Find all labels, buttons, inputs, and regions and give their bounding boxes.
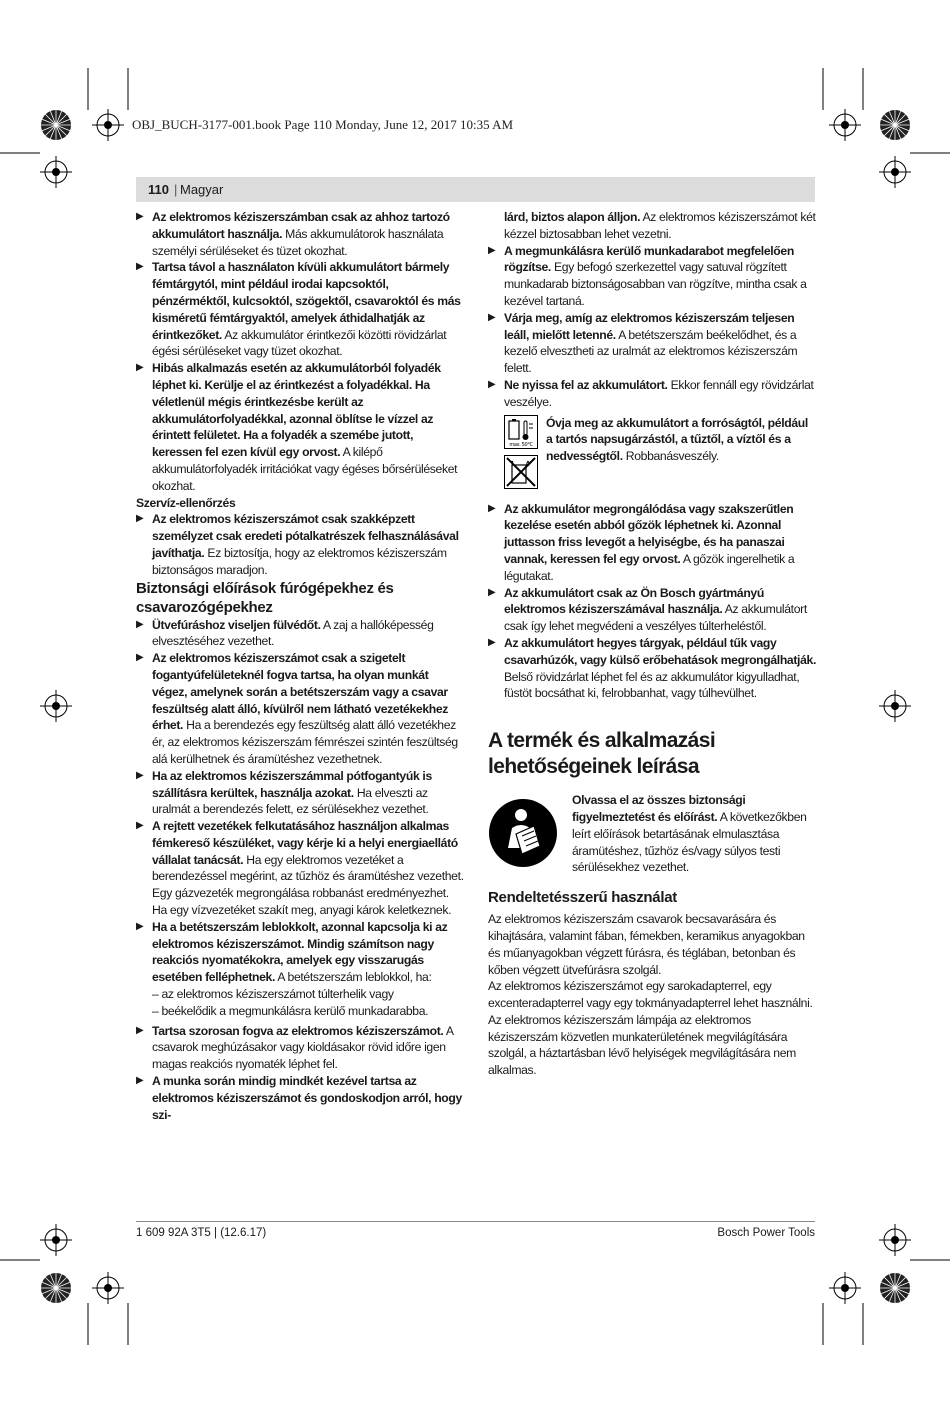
list-item: ▶ Tartsa távol a használaton kívüli akkumulátort bármely fémtárgytól, mint például irodai kapcsoktól, pénzérméktől, kulcsoktól, szögektől, csavaroktól és más kisméretű fémtárgyaktól, amelyek áthidalhatják az érintkezőket. Az akkumulátor érintkezői közötti rövidzárlat égési sérüléseket vagy tüzet okozhat. [136, 260, 461, 359]
bullet-arrow-icon: ▶ [136, 820, 144, 832]
bullet-arrow-icon: ▶ [488, 244, 496, 256]
paragraph: Az elektromos kéziszerszám lámpája az elektromos kéziszerszám közvetlen munkaterületének megvilágítására szolgál, a háztartásban lévő helyiségek megvilágítására nem alkalmas. [488, 1012, 796, 1078]
no-water-fire-icon [504, 455, 538, 489]
list-item: ▶ A munka során mindig mindkét kezével tartsa az elektromos kéziszerszámot és gondoskodjon arról, hogy szi- [136, 1074, 462, 1122]
read-manual-icon [488, 798, 558, 868]
list-item: ▶ Az akkumulátor megrongálódása vagy szakszerűtlen kezelése esetén abból gőzök léphetnek ki. Azonnal juttasson friss levegőt a helyiségbe, és ha panaszai vannak, keressen fel egy orvost. A gőzök ingerelhetik a légutakat. [488, 501, 795, 583]
bullet-arrow-icon: ▶ [136, 1024, 144, 1036]
list-item: ▶ Várja meg, amíg az elektromos kéziszerszám teljesen leáll, mielőtt letenné. A betétszerszám beékelődhet, és a kezelő elvesztheti az uralmát az elektromos kéziszerszám felett. [488, 310, 798, 376]
list-item: ▶ Ha a betétszerszám leblokkolt, azonnal kapcsolja ki az elektromos kéziszerszámot. Mindig számítson nagy reakciós nyomatékokra, amelyek egy visszarugás esetében felléphetnek. A betétszerszám leblokkol, ha: [136, 919, 448, 985]
dash-item: – beékelődik a megmunkálásra kerülő munkadarabba. [152, 1003, 429, 1018]
list-item: ▶ Az elektromos kéziszerszámot csak a szigetelt fogantyúfelületeknél fogva tartsa, ha olyan munkát végez, amelynek során a betétszerszám vagy a csavar feszültség alatt álló, kívülről nem látható vezetékekhez érhet. Ha a berendezés egy feszültség alatt álló vezetékhez ér, az elektromos kéziszerszám fémrészei szintén feszültség alá kerülhetnek és áramütéshez vezethetnek. [136, 651, 458, 766]
temperature-warning-icon [504, 415, 538, 449]
list-item: ▶ A rejtett vezetékek felkutatásához használjon alkalmas fémkereső készüléket, vagy kérje ki a helyi energiaellátó vállalat tanácsát. Ha egy elektromos vezetéket a berendezéssel megérint, az tűzhöz és áramütéshez vezethet. Egy gázvezeték megrongálása robbanást eredményezhet. Ha egy vízvezetéket szakít meg, anyagi károk keletkeznek. [136, 819, 464, 918]
read-instructions-block: Olvassa el az összes biztonsági figyelmeztetést és előírást. A következőkben leírt előírások betartásának elmulasztása áramütéshez, tűzhöz és/vagy súlyos testi sérülésekhez vezethet. [488, 792, 816, 876]
bullet-arrow-icon: ▶ [136, 1075, 144, 1087]
bullet-arrow-icon: ▶ [136, 513, 144, 525]
main-heading: A termék és alkalmazási lehetőségeinek leírása [488, 729, 716, 779]
left-column [136, 209, 464, 1123]
list-item: ▶ Az elektromos kéziszerszámot csak szakképzett személyzet csak eredeti pótalkatrészek felhasználásával javíthatja. Ez biztosítja, hogy az elektromos kéziszerszám biztonságos maradjon. [136, 512, 459, 577]
footer-right: Bosch Power Tools [717, 1227, 815, 1239]
section-heading: Biztonsági előírások fúrógépekhez és csavarozógépekhez [136, 579, 394, 616]
list-item: ▶ Ha az elektromos kéziszerszámmal pótfogantyúk is szállításra kerültek, használja azokat. Ha elveszti az uralmát a berendezés felett, ez sérülésekhez vezethet. [136, 768, 432, 817]
list-item: ▶ A megmunkálásra kerülő munkadarabot megfelelően rögzítse. Egy befogó szerkezettel vagy satuval rögzített munkadarab biztonságosabban van rögzítve, mintha csak a kezével tartaná. [488, 243, 807, 308]
page-language: Magyar [180, 182, 224, 197]
bullet-arrow-icon: ▶ [488, 378, 496, 390]
list-item: ▶ Ne nyissa fel az akkumulátort. Ekkor fennáll egy rövidzárlat veszélye. [488, 377, 814, 409]
header-separator: | [174, 182, 178, 197]
bullet-arrow-icon: ▶ [136, 362, 144, 374]
subsection-heading: Szervíz-ellenőrzés [136, 495, 236, 510]
footer-rule [136, 1221, 815, 1222]
bullet-arrow-icon: ▶ [136, 652, 144, 664]
page-header-band [136, 177, 815, 202]
paragraph: Az elektromos kéziszerszámot egy sarokadapterrel, egy excenteradapterrel vagy egy tokmányadapterrel lehet használni. [488, 979, 813, 1011]
bullet-arrow-icon: ▶ [488, 311, 496, 323]
bullet-arrow-icon: ▶ [136, 618, 144, 630]
bullet-arrow-icon: ▶ [488, 636, 496, 648]
temperature-label: max. 50°C [509, 441, 533, 448]
bullet-arrow-icon: ▶ [136, 211, 144, 222]
list-item: ▶ Az elektromos kéziszerszámban csak az ahhoz tartozó akkumulátort használja. Más akkumulátorok használata személyi sérüléseket és tüzet okozhat. [136, 210, 450, 258]
list-item: ▶ Ütvefúráshoz viseljen fülvédőt. A zaj a hallóképesség elvesztéséhez vezethet. [136, 617, 434, 649]
page-number: 110 [148, 182, 169, 197]
battery-warning-block: max. 50°C Óvja meg az akkumulátort a forróságtól, például a tartós napsugárzástól, a tűztől, a víztől és a nedvességtől. Robbanásveszély. [488, 415, 816, 495]
list-item: ▶ Hibás alkalmazás esetén az akkumulátorból folyadék léphet ki. Kerülje el az érintkezést a folyadékkal. Ha véletlenül mégis érintkezésbe került az akkumulátorfolyadékkal, azonnal öblítse le vízzel az érintett felületet. Ha a folyadék a szemébe jutott, keressen fel ezen kívül egy orvost. A kilépő akkumulátorfolyadék irritációkat vagy égéses bőrsérüléseket okozhat. [136, 361, 458, 493]
list-item: ▶ Az akkumulátort hegyes tárgyak, például tűk vagy csavarhúzók, vagy külső erőbehatások megrongálhatják. Belső rövidzárlat léphet fel és az akkumulátor kigyulladhat, füstöt bocsáthat ki, felrobbanhat, vagy túlhevülhet. [488, 635, 816, 701]
list-item-continued: lárd, biztos alapon álljon. Az elektromos kéziszerszámot két kézzel biztosabban lehet vezetni. [504, 210, 816, 241]
bullet-arrow-icon: ▶ [488, 586, 496, 598]
running-header: OBJ_BUCH-3177-001.book Page 110 Monday, June 12, 2017 10:35 AM [132, 117, 514, 132]
list-item: ▶ Az akkumulátort csak az Ön Bosch gyártmányú elektromos kéziszerszámával használja. Az akkumulátort csak így lehet megvédeni a veszélyes túlterheléstől. [488, 585, 807, 634]
bullet-arrow-icon: ▶ [488, 502, 496, 514]
bullet-arrow-icon: ▶ [136, 920, 144, 932]
usage-heading: Rendeltetésszerű használat [488, 889, 677, 907]
dash-item: – az elektromos kéziszerszámot túlterhelik vagy [152, 987, 394, 1002]
bullet-arrow-icon: ▶ [136, 261, 144, 273]
list-item: ▶ Tartsa szorosan fogva az elektromos kéziszerszámot. A csavarok meghúzásakor vagy kioldásakor rövid időre igen magas reakciós nyomaték léphet fel. [136, 1023, 453, 1072]
bullet-arrow-icon: ▶ [136, 769, 144, 781]
paragraph: Az elektromos kéziszerszám csavarok becsavarására és kihajtására, valamint fában, fémekben, keramikus anyagokban és műanyagokban végzett fúrásra, és téglában, betonban és kőben végzett ütvefúrásra szolgál. [488, 912, 805, 977]
footer-left: 1 609 92A 3T5 | (12.6.17) [136, 1227, 267, 1239]
right-column [488, 209, 816, 1079]
